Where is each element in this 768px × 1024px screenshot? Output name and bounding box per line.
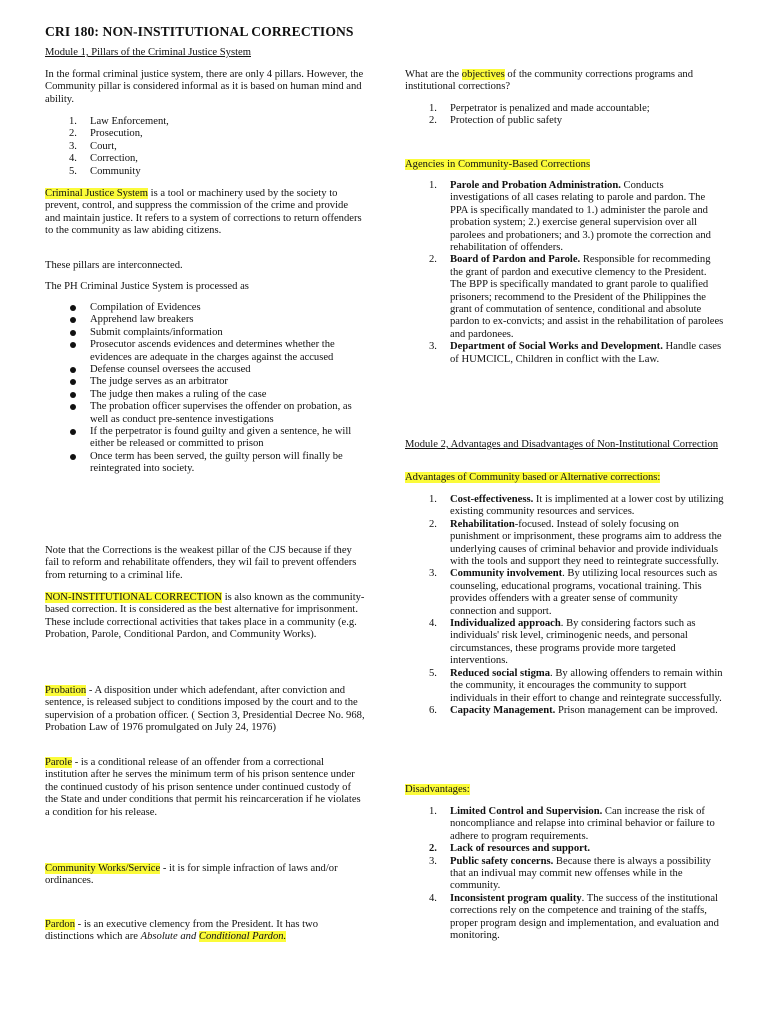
weakest-note-block	[45, 545, 365, 582]
module2-heading-block	[405, 439, 725, 451]
objective-item: 2. Protection of public safety	[405, 115, 725, 127]
disadvantages-list	[405, 806, 725, 942]
agency-description: Conducts investigations of all cases relating to parole and pardon. The PPA is specifically mandated to 1.) administer the parole and probation system; 2.) exercise general supervision over all parolees and probationers; and 3.) promote the correction and rehabilitation of offenders.	[450, 180, 711, 254]
advantage-name: Community involvement	[450, 568, 563, 580]
pillar-item: 2. Prosecution,	[45, 128, 365, 140]
advantage-item	[405, 668, 725, 705]
advantages-heading-highlight: Advantages of Community based or Alternative corrections:	[405, 472, 661, 483]
agency-item	[405, 341, 725, 366]
agency-item	[405, 254, 725, 341]
advantage-description: . By utilizing local resources such as counseling, educational programs, vocational training. This provides offenders with a greater sense of community connection and support.	[450, 568, 718, 617]
objectives-question-pre: What are the	[405, 69, 462, 80]
cjs-definition	[45, 188, 365, 238]
disadvantage-item	[405, 856, 725, 893]
disadvantages-list-block	[405, 806, 725, 942]
advantage-name: Rehabilitation	[450, 518, 515, 530]
agency-name: Parole and Probation Administration.	[450, 180, 621, 191]
process-steps-block	[45, 302, 365, 476]
disadvantages-heading	[405, 784, 725, 796]
cjs-term-highlight: Criminal Justice System	[45, 188, 148, 199]
parole-definition	[45, 757, 365, 819]
process-step: If the perpetrator is found guilty and given a sentence, he will either be released or committed to prison	[45, 426, 365, 451]
process-steps-list	[45, 302, 365, 476]
community-works-block	[45, 863, 365, 888]
advantage-item	[405, 494, 725, 519]
pardon-term-highlight: Pardon	[45, 919, 76, 930]
agencies-list-block	[405, 180, 725, 366]
objectives-term-highlight: objectives	[461, 69, 505, 80]
disadvantage-description: . The success of the institutional corrections rely on the competence and training of the staffs, proper program design and implementation, and evaluation and monitoring.	[450, 892, 719, 942]
pardon-definition-block	[45, 919, 365, 944]
nic-definition-block	[45, 592, 365, 642]
nic-term-highlight: NON-INSTITUTIONAL CORRECTION	[45, 592, 223, 603]
nic-definition	[45, 592, 365, 642]
pillar-item: 1. Law Enforcement,	[45, 116, 365, 128]
process-intro: The PH Criminal Justice System is processed as	[45, 281, 249, 292]
objectives-question-post: of the community corrections programs and institutional corrections?	[405, 69, 694, 93]
agencies-heading	[405, 159, 725, 171]
title-block	[45, 24, 365, 39]
page-title: CRI 180: NON-INSTITUTIONAL CORRECTIONS	[45, 24, 354, 39]
probation-definition-text: - A disposition under which adefendant, after conviction and sentence, is released subject to conditions imposed by the court and to the supervision of a probation officer. ( Section 3, Presidential Decree No. 968, Probation Law of 1976 promulgated on July 24, 1976)	[45, 685, 365, 734]
objective-item: 1. Perpetrator is penalized and made accountable;	[405, 103, 725, 115]
agency-description: Handle cases of HUMCICL, Children in conflict with the Law.	[450, 341, 722, 365]
pillar-item: 5. Community	[45, 166, 365, 178]
agency-description: Responsible for recommeding the grant of pardon and executive clemency to the President. The BPP is specifically mandated to grant parole to qualified prisoners; recommend to the President of the Philippines the grant of commutation of sentence, conditional and absolute pardon to ex-convicts; and assist in the rehabilitation of parolees and pardonees.	[450, 254, 724, 340]
probation-definition-block	[45, 685, 365, 735]
probation-definition	[45, 685, 365, 735]
process-step: The probation officer supervises the offender on probation, as well as conduct pre-sentence investigations	[45, 401, 365, 426]
advantage-item	[405, 705, 725, 717]
process-step: Prosecutor ascends evidences and determines whether the evidences are adequate in the charges against the accused	[45, 339, 365, 364]
process-step: Defense counsel oversees the accused	[45, 364, 365, 376]
community-works-term-highlight: Community Works/Service	[45, 863, 161, 874]
parole-definition-text: - is a conditional release of an offender from a correctional institution after he serves the minimum term of his prison sentence under the continued custody of his prison sentence under continued custody of the State and under conditions that permit his reincarceration if he violates a condition for his release.	[45, 757, 361, 818]
objectives-question	[405, 69, 725, 94]
pillar-item: 3. Court,	[45, 141, 365, 153]
process-step: Submit complaints/information	[45, 327, 365, 339]
advantage-description: . By considering factors such as individuals' risk level, criminogenic needs, and personal circumstances, these programs provide more targeted interventions.	[450, 618, 696, 667]
interconnected-text: These pillars are interconnected.	[45, 260, 183, 271]
module2-heading: Module 2, Advantages and Disadvantages of Non-Institutional Correction	[405, 439, 719, 450]
disadvantage-name: Limited Control and Supervision.	[450, 806, 603, 817]
pillars-list-block	[45, 116, 365, 178]
disadvantage-name: Inconsistent program quality	[450, 892, 582, 904]
advantage-description: Prison management can be improved.	[555, 704, 718, 716]
advantages-list	[405, 494, 725, 717]
weakest-pillar-note: Note that the Corrections is the weakest pillar of the CJS because if they fail to reform and rehabilitate offenders, they wil fail to prevent offenders from returning to a criminal life.	[45, 545, 357, 581]
disadvantage-description: Because there is always a possibility that an indivual may commit new offenses while in the community.	[450, 855, 711, 892]
objectives-question-block	[405, 69, 725, 94]
disadvantages-heading-block	[405, 784, 725, 796]
community-works-definition	[45, 863, 365, 888]
agency-name: Board of Pardon and Parole.	[450, 254, 581, 266]
process-step: Apprehend law breakers	[45, 314, 365, 326]
advantage-name: Reduced social stigma	[450, 667, 551, 679]
nic-definition-text: is also known as the community-based correction. It is considered as the best alternative for imprisonment. These include correctional activities that takes place in a community (e.g. Probation, Parole, Conditional Pardon, and Community Works).	[45, 592, 365, 641]
agency-item	[405, 180, 725, 254]
module1-heading: Module 1, Pillars of the Criminal Justice System	[45, 47, 251, 58]
probation-term-highlight: Probation	[45, 685, 87, 696]
interconnected-block	[45, 260, 365, 272]
advantage-item	[405, 568, 725, 618]
community-works-definition-text: - it is for simple infraction of laws and/or ordinances.	[45, 863, 338, 887]
process-step: Compilation of Evidences	[45, 302, 365, 314]
disadvantage-item	[405, 843, 725, 855]
advantages-heading-block	[405, 472, 725, 484]
module1-heading-block	[45, 47, 365, 59]
advantages-list-block	[405, 494, 725, 717]
module1-intro-block	[45, 69, 365, 106]
advantage-description: . By allowing offenders to remain within the community, it encourages the community to support individuals in their effort to change and reintegrate successfully.	[450, 667, 723, 704]
advantage-item	[405, 519, 725, 569]
advantage-item	[405, 618, 725, 668]
advantage-name: Individualized approach	[450, 618, 561, 630]
advantage-description: It is implimented at a lower cost by utilizing existing community resources and services.	[450, 494, 724, 518]
advantage-name: Cost-effectiveness.	[450, 494, 534, 505]
process-step: The judge serves as an arbitrator	[45, 376, 365, 388]
objectives-list	[405, 103, 725, 128]
process-step: The judge then makes a ruling of the case	[45, 389, 365, 401]
pardon-definition-text: - is an executive clemency from the President. It has two distinctions which are	[45, 919, 319, 943]
pardon-conditional-highlight: Conditional Pardon.	[198, 931, 287, 943]
advantage-name: Capacity Management.	[450, 704, 556, 716]
process-intro-block	[45, 281, 365, 293]
agencies-list	[405, 180, 725, 366]
objectives-list-block	[405, 103, 725, 128]
pardon-absolute-text: Absolute and	[140, 931, 199, 943]
process-step: Once term has been served, the guilty person will finally be reintegrated into society.	[45, 451, 365, 476]
disadvantage-item	[405, 893, 725, 943]
disadvantage-name: Public safety concerns.	[450, 855, 554, 867]
cjs-definition-block	[45, 188, 365, 238]
agencies-heading-block	[405, 159, 725, 171]
parole-term-highlight: Parole	[45, 757, 73, 768]
agency-name: Department of Social Works and Development.	[450, 341, 663, 353]
parole-definition-block	[45, 757, 365, 819]
disadvantage-item	[405, 806, 725, 843]
module1-intro: In the formal criminal justice system, there are only 4 pillars. However, the Community pillar is considered informal as it is based on human mind and ability.	[45, 69, 364, 105]
advantages-heading	[405, 472, 725, 484]
pillar-item: 4. Correction,	[45, 153, 365, 165]
agencies-heading-highlight: Agencies in Community-Based Corrections	[405, 159, 591, 170]
pillars-list	[45, 116, 365, 178]
advantage-description: -focused. Instead of solely focusing on punishment or imprisonment, these programs aim to address the underlying causes of criminal behavior and provide individuals with the tools and support they need to reintegrate successfully.	[450, 518, 722, 568]
pardon-definition	[45, 919, 365, 944]
disadvantage-description: Can increase the risk of noncompliance and relapse into criminal behavior or failure to adhere to program requirements.	[450, 806, 715, 842]
disadvantage-name: Lack of resources and support.	[450, 843, 590, 855]
disadvantages-heading-highlight: Disadvantages:	[405, 784, 470, 795]
cjs-definition-text: is a tool or machinery used by the society to prevent, control, and suppress the commission of the crime and provide and maintain justice. It refers to a system of corrections to return offenders to the community as law abiding citizens.	[45, 188, 362, 237]
